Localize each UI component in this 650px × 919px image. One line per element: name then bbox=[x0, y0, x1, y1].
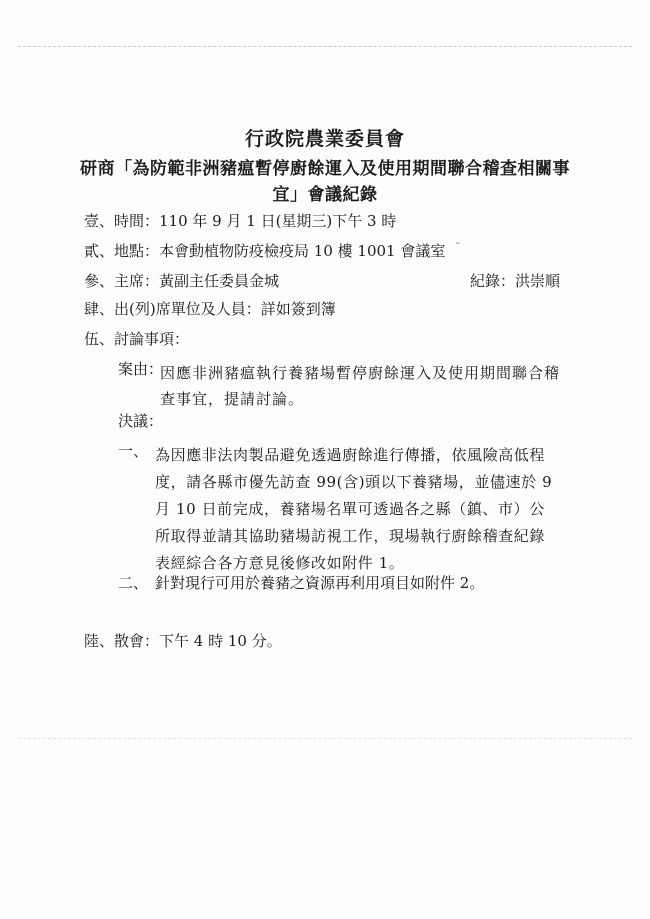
item-chair-text: 主席：黃副主任委員金城 bbox=[114, 272, 280, 290]
resolution-label: 決議： bbox=[118, 412, 164, 430]
item-place bbox=[84, 242, 445, 260]
item-attendees-prefix: 肆、 bbox=[84, 300, 115, 318]
item-chair bbox=[84, 272, 279, 290]
item-discussion-text: 討論事項： bbox=[114, 330, 190, 348]
resolution-item-number: 二、 bbox=[118, 574, 149, 592]
item-time-text: 時間：110 年 9 月 1 日(星期三)下午 3 時 bbox=[114, 212, 397, 230]
item-adjourn-text: 散會：下午 4 時 10 分。 bbox=[114, 632, 282, 650]
item-attendees-text: 出(列)席單位及人員：詳如簽到簿 bbox=[114, 300, 336, 318]
scan-artifact-line bbox=[18, 738, 632, 739]
scan-artifact-line bbox=[18, 46, 632, 47]
case-text: 因應非洲豬瘟執行養豬場暫停廚餘運入及使用期間聯合稽查事宜，提請討論。 bbox=[160, 364, 561, 408]
resolution-item-number: 一、 bbox=[118, 442, 149, 460]
item-adjourn-prefix: 陸、 bbox=[84, 632, 115, 650]
item-time-prefix: 壹、 bbox=[84, 212, 115, 230]
meeting-title-line1: 研商「為防範非洲豬瘟暫停廚餘運入及使用期間聯合稽查相關事 bbox=[80, 159, 570, 179]
scan-mark: ˉ bbox=[455, 241, 461, 254]
recorder: 紀錄：洪崇順 bbox=[470, 272, 561, 290]
item-chair-prefix: 參、 bbox=[84, 272, 115, 290]
org-title: 行政院農業委員會 bbox=[244, 128, 405, 150]
item-place-prefix: 貳、 bbox=[84, 242, 115, 260]
resolution-item-text: 針對現行可用於養豬之資源再利用項目如附件 2。 bbox=[155, 574, 485, 592]
item-time bbox=[84, 212, 396, 230]
item-attendees bbox=[84, 300, 336, 318]
case-label: 案由： bbox=[118, 360, 164, 378]
resolution-item-text: 為因應非法肉製品避免透過廚餘進行傳播，依風險高低程度，請各縣市優先訪查 99(含)頭以下養豬場，並儘速於 9 月 10 日前完成，養豬場名單可透過各之縣（鎮、市）公所取得並請其協助豬場訪視工作，現場執行廚餘稽查紀錄表經綜合各方意見後修改如附件 1。 bbox=[155, 446, 553, 572]
item-discussion-prefix: 伍、 bbox=[84, 330, 115, 348]
meeting-title-line2: 宜」會議紀錄 bbox=[272, 185, 378, 205]
item-adjourn bbox=[84, 632, 282, 650]
item-place-text: 地點：本會動植物防疫檢疫局 10 樓 1001 會議室 bbox=[114, 242, 446, 260]
item-discussion bbox=[84, 330, 189, 348]
